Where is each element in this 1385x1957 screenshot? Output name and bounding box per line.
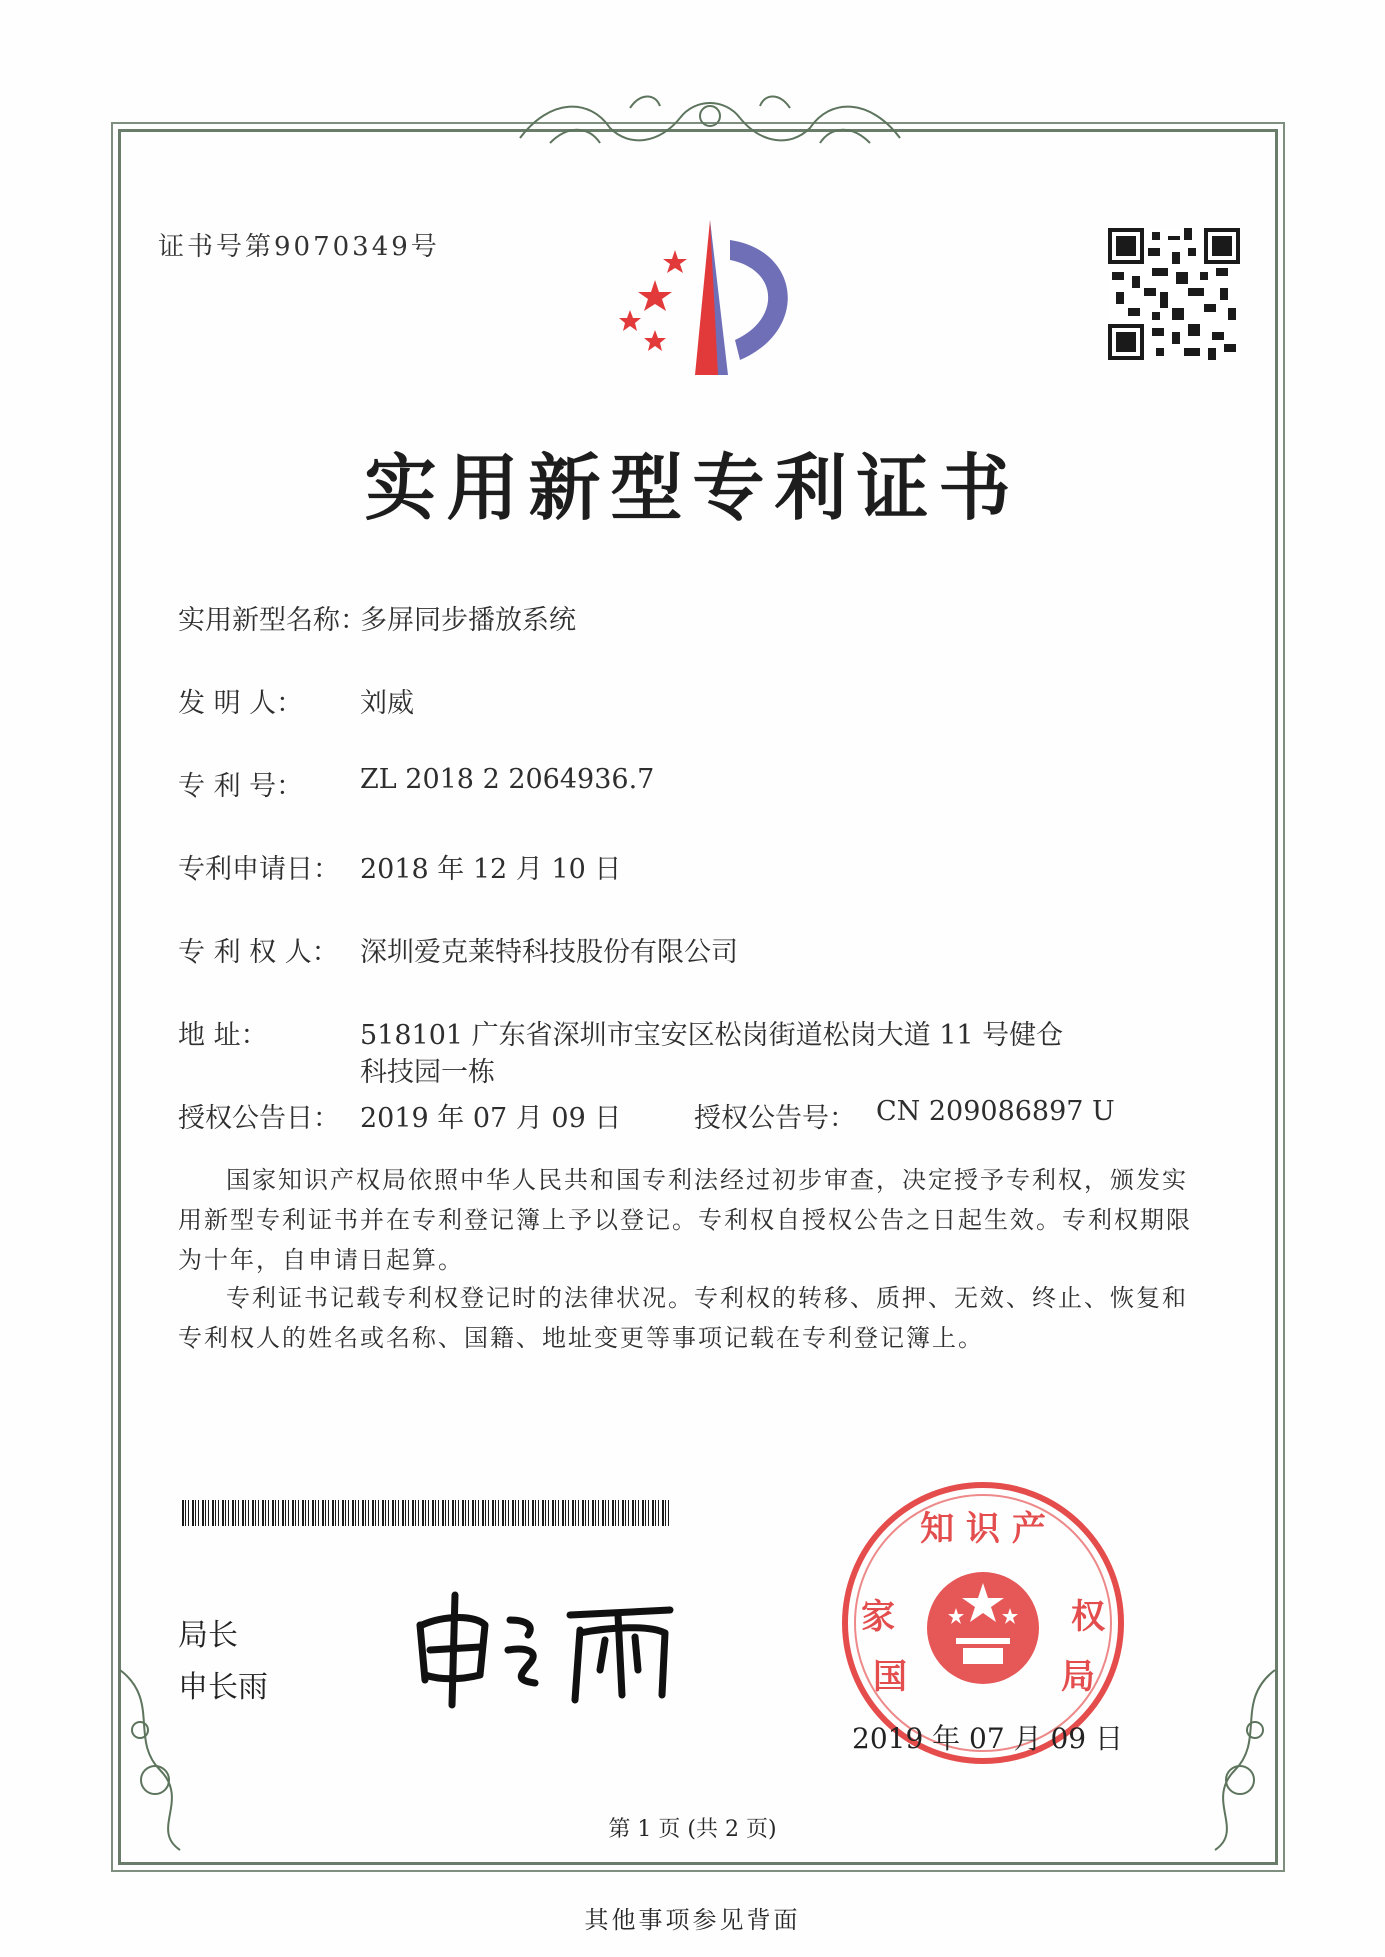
barcode-bar (212, 1500, 214, 1526)
barcode-bar (372, 1500, 374, 1526)
barcode-bar (365, 1500, 366, 1526)
grant-date-label: 授权公告日： (178, 1103, 340, 1134)
barcode-bar (492, 1500, 494, 1526)
svg-text:权: 权 (1071, 1597, 1105, 1637)
barcode-bar (228, 1500, 229, 1526)
barcode-bar (192, 1500, 194, 1526)
barcode-bar (258, 1500, 259, 1526)
barcode-bar (588, 1500, 589, 1526)
barcode-bar (245, 1500, 246, 1526)
barcode (182, 1500, 669, 1526)
barcode-bar (628, 1500, 629, 1526)
barcode-bar (632, 1500, 634, 1526)
barcode-bar (598, 1500, 599, 1526)
field-value-inventor: 刘威 (360, 688, 414, 719)
barcode-bar (478, 1500, 479, 1526)
barcode-bar (515, 1500, 516, 1526)
field-label-filing-date: 专利申请日： (178, 854, 340, 885)
barcode-bar (495, 1500, 496, 1526)
barcode-bar (518, 1500, 519, 1526)
barcode-bar (262, 1500, 264, 1526)
barcode-bar (558, 1500, 559, 1526)
barcode-bar (402, 1500, 404, 1526)
barcode-bar (545, 1500, 546, 1526)
barcode-bar (548, 1500, 549, 1526)
barcode-bar (412, 1500, 414, 1526)
barcode-bar (555, 1500, 556, 1526)
barcode-bar (208, 1500, 209, 1526)
field-value-name: 多屏同步播放系统 (360, 605, 576, 636)
field-value-address-line1: 518101 广东省深圳市宝安区松岗街道松岗大道 11 号健仓 (360, 1020, 1064, 1051)
barcode-bar (468, 1500, 469, 1526)
qr-code (1108, 228, 1240, 360)
field-label-address: 地 址： (178, 1020, 268, 1051)
barcode-bar (348, 1500, 349, 1526)
barcode-bar (332, 1500, 334, 1526)
barcode-bar (572, 1500, 574, 1526)
barcode-bar (648, 1500, 649, 1526)
barcode-bar (442, 1500, 444, 1526)
barcode-bar (408, 1500, 409, 1526)
field-label-patentee: 专 利 权 人： (178, 937, 339, 968)
barcode-bar (378, 1500, 379, 1526)
barcode-bar (445, 1500, 446, 1526)
barcode-bar (202, 1500, 204, 1526)
patent-office-logo (600, 210, 820, 380)
barcode-bar (475, 1500, 476, 1526)
barcode-bar (595, 1500, 596, 1526)
barcode-bar (562, 1500, 564, 1526)
barcode-bar (238, 1500, 239, 1526)
barcode-bar (665, 1500, 666, 1526)
barcode-bar (552, 1500, 554, 1526)
barcode-bar (642, 1500, 644, 1526)
barcode-bar (585, 1500, 586, 1526)
seal-date: 2019 年 07 月 09 日 (852, 1722, 1124, 1755)
barcode-bar (352, 1500, 354, 1526)
barcode-bar (498, 1500, 499, 1526)
barcode-bar (405, 1500, 406, 1526)
field-value-patent-no: ZL 2018 2 2064936.7 (360, 764, 655, 795)
barcode-bar (342, 1500, 344, 1526)
barcode-bar (458, 1500, 459, 1526)
barcode-bar (318, 1500, 319, 1526)
barcode-bar (482, 1500, 484, 1526)
barcode-bar (565, 1500, 566, 1526)
field-value-address-line2: 科技园一栋 (360, 1057, 495, 1088)
barcode-bar (272, 1500, 274, 1526)
barcode-bar (285, 1500, 286, 1526)
svg-text:家: 家 (861, 1597, 895, 1637)
barcode-bar (302, 1500, 304, 1526)
barcode-bar (428, 1500, 429, 1526)
barcode-bar (232, 1500, 234, 1526)
barcode-bar (535, 1500, 536, 1526)
barcode-bar (328, 1500, 329, 1526)
barcode-bar (322, 1500, 324, 1526)
barcode-bar (338, 1500, 339, 1526)
barcode-bar (608, 1500, 609, 1526)
barcode-bar (422, 1500, 424, 1526)
field-value-patentee: 深圳爱克莱特科技股份有限公司 (360, 937, 738, 968)
barcode-bar (452, 1500, 454, 1526)
barcode-bar (198, 1500, 199, 1526)
barcode-bar (415, 1500, 416, 1526)
barcode-bar (298, 1500, 299, 1526)
barcode-bar (568, 1500, 569, 1526)
barcode-bar (222, 1500, 224, 1526)
barcode-bar (605, 1500, 606, 1526)
barcode-bar (388, 1500, 389, 1526)
barcode-bar (345, 1500, 346, 1526)
barcode-bar (368, 1500, 369, 1526)
barcode-bar (618, 1500, 619, 1526)
seal-text-top: 知 识 产 (920, 1509, 1046, 1549)
barcode-bar (392, 1500, 394, 1526)
barcode-bar (592, 1500, 594, 1526)
barcode-bar (448, 1500, 449, 1526)
barcode-bar (205, 1500, 206, 1526)
barcode-bar (662, 1500, 664, 1526)
barcode-bar (438, 1500, 439, 1526)
grant-date-value: 2019 年 07 月 09 日 (360, 1103, 622, 1134)
barcode-bar (312, 1500, 314, 1526)
handwritten-signature (400, 1585, 700, 1715)
barcode-bar (652, 1500, 654, 1526)
barcode-bar (195, 1500, 196, 1526)
barcode-bar (522, 1500, 524, 1526)
field-value-filing-date: 2018 年 12 月 10 日 (360, 854, 622, 885)
barcode-bar (508, 1500, 509, 1526)
barcode-bar (625, 1500, 626, 1526)
barcode-bar (505, 1500, 506, 1526)
barcode-bar (465, 1500, 466, 1526)
barcode-bar (325, 1500, 326, 1526)
barcode-bar (582, 1500, 584, 1526)
barcode-bar (288, 1500, 289, 1526)
barcode-bar (295, 1500, 296, 1526)
svg-text:国: 国 (873, 1657, 907, 1697)
barcode-bar (472, 1500, 474, 1526)
footer-note: 其他事项参见背面 (584, 1906, 801, 1934)
page-number: 第 1 页 (共 2 页) (608, 1817, 777, 1842)
paragraph-2: 专利证书记载专利权登记时的法律状况。专利权的转移、质押、无效、终止、恢复和专利权人的姓名或名称、国籍、地址变更等事项记载在专利登记簿上。 (178, 1284, 1188, 1352)
barcode-bar (462, 1500, 464, 1526)
barcode-bar (282, 1500, 284, 1526)
top-ornament (510, 88, 910, 158)
barcode-bar (182, 1500, 184, 1526)
svg-text:局: 局 (1061, 1657, 1095, 1697)
barcode-bar (602, 1500, 604, 1526)
barcode-bar (578, 1500, 579, 1526)
barcode-bar (612, 1500, 614, 1526)
barcode-bar (485, 1500, 486, 1526)
barcode-bar (538, 1500, 539, 1526)
certificate-title: 实用新型专利证书 (364, 446, 1021, 530)
barcode-bar (455, 1500, 456, 1526)
barcode-bar (252, 1500, 254, 1526)
barcode-bar (432, 1500, 434, 1526)
barcode-bar (255, 1500, 256, 1526)
barcode-bar (502, 1500, 504, 1526)
barcode-bar (242, 1500, 244, 1526)
signature-name: 申长雨 (178, 1670, 268, 1705)
paragraph-1: 国家知识产权局依照中华人民共和国专利法经过初步审查，决定授予专利权，颁发实用新型专利证书并在专利登记簿上予以登记。专利权自授权公告之日起生效。专利权期限为十年，自申请日起算。 (178, 1166, 1192, 1274)
field-label-inventor: 发 明 人： (178, 688, 304, 719)
barcode-bar (305, 1500, 306, 1526)
barcode-bar (635, 1500, 636, 1526)
barcode-bar (525, 1500, 526, 1526)
barcode-bar (668, 1500, 669, 1526)
barcode-bar (315, 1500, 316, 1526)
grant-no-label: 授权公告号： (694, 1103, 856, 1134)
barcode-bar (528, 1500, 529, 1526)
barcode-bar (235, 1500, 236, 1526)
barcode-bar (532, 1500, 534, 1526)
barcode-bar (225, 1500, 226, 1526)
barcode-bar (185, 1500, 186, 1526)
barcode-bar (308, 1500, 309, 1526)
barcode-bar (248, 1500, 249, 1526)
signature-title: 局长 (178, 1618, 238, 1653)
barcode-bar (575, 1500, 576, 1526)
barcode-bar (265, 1500, 266, 1526)
barcode-bar (435, 1500, 436, 1526)
barcode-bar (358, 1500, 359, 1526)
barcode-bar (275, 1500, 276, 1526)
certificate-number: 证书号第9070349号 (158, 232, 440, 262)
barcode-bar (622, 1500, 624, 1526)
barcode-bar (375, 1500, 376, 1526)
barcode-bar (215, 1500, 216, 1526)
barcode-bar (488, 1500, 489, 1526)
barcode-bar (278, 1500, 279, 1526)
field-label-name: 实用新型名称： (178, 605, 367, 636)
barcode-bar (512, 1500, 514, 1526)
barcode-bar (425, 1500, 426, 1526)
barcode-bar (655, 1500, 656, 1526)
barcode-bar (218, 1500, 219, 1526)
barcode-bar (645, 1500, 646, 1526)
barcode-bar (385, 1500, 386, 1526)
barcode-bar (395, 1500, 396, 1526)
barcode-bar (292, 1500, 294, 1526)
field-label-patent-no: 专 利 号： (178, 771, 304, 802)
barcode-bar (398, 1500, 399, 1526)
barcode-bar (418, 1500, 419, 1526)
barcode-bar (268, 1500, 269, 1526)
barcode-bar (335, 1500, 336, 1526)
barcode-bar (542, 1500, 544, 1526)
barcode-bar (355, 1500, 356, 1526)
barcode-bar (615, 1500, 616, 1526)
barcode-bar (638, 1500, 639, 1526)
barcode-bar (188, 1500, 189, 1526)
barcode-bar (658, 1500, 659, 1526)
barcode-bar (382, 1500, 384, 1526)
barcode-bar (362, 1500, 364, 1526)
grant-no-value: CN 209086897 U (876, 1096, 1115, 1127)
